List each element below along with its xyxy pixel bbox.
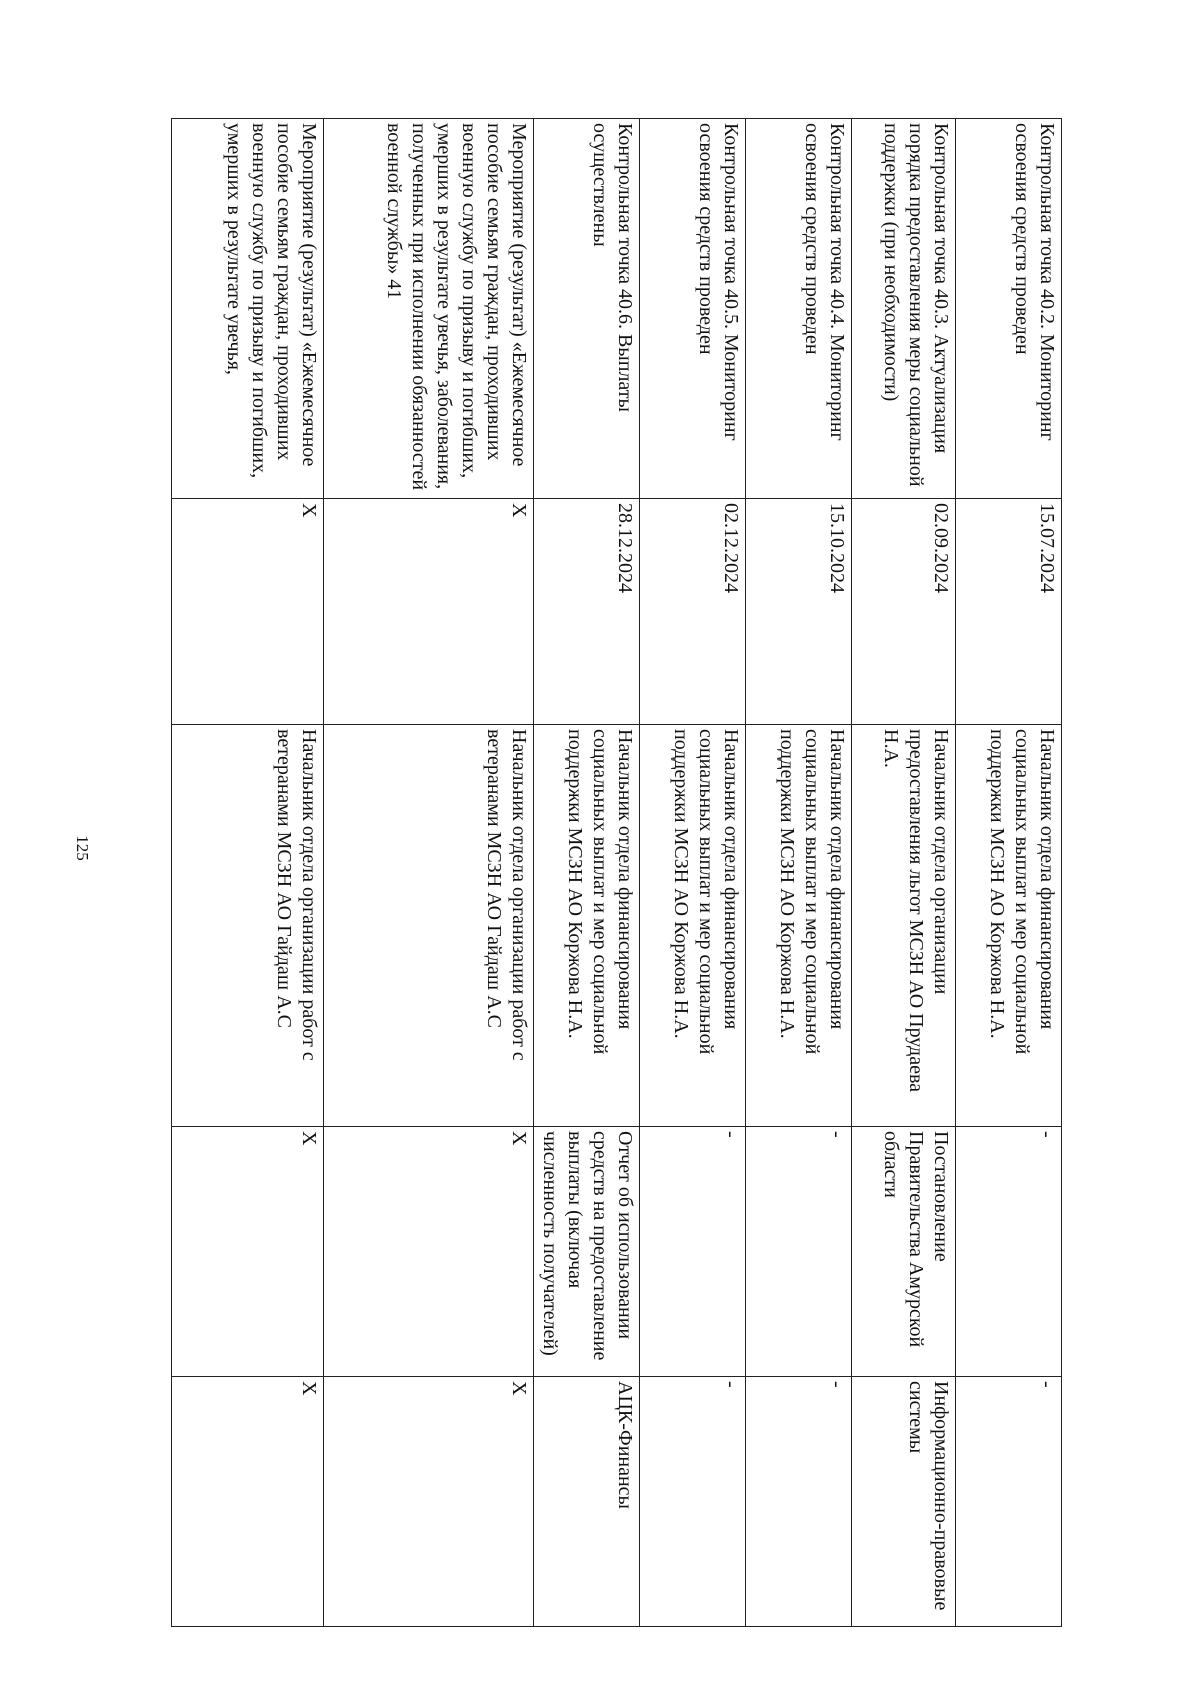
cell-responsible: Начальник отдела организации работ с ветеранами МСЗН АО Гайдаш А.С (324, 725, 534, 1127)
cell-date: 15.07.2024 (956, 499, 1062, 725)
rotated-table-container (172, 118, 1062, 1626)
cell-name: Контрольная точка 40.6. Выплаты осуществлены (534, 119, 640, 499)
cell-date: 15.10.2024 (746, 499, 852, 725)
table-row (324, 119, 534, 1627)
cell-date: 02.12.2024 (640, 499, 746, 725)
table-row (852, 119, 956, 1627)
plan-table (171, 118, 1062, 1627)
cell-name: Мероприятие (результат) «Ежемесячное пособие семьям граждан, проходивших военную службу по призыву и погибших, умерших в результате увечья, (172, 119, 324, 499)
cell-document: - (956, 1127, 1062, 1377)
cell-system: - (640, 1377, 746, 1627)
cell-document: - (746, 1127, 852, 1377)
cell-document: Отчет об использовании средств на предоставление выплаты (включая численность получателей) (534, 1127, 640, 1377)
cell-system: - (746, 1377, 852, 1627)
cell-responsible: Начальник отдела финансирования социальных выплат и мер социальной поддержки МСЗН АО Коржова Н.А. (746, 725, 852, 1127)
cell-name: Контрольная точка 40.5. Мониторинг освоения средств проведен (640, 119, 746, 499)
table-row (640, 119, 746, 1627)
cell-system: X (324, 1377, 534, 1627)
cell-responsible: Начальник отдела финансирования социальных выплат и мер социальной поддержки МСЗН АО Коржова Н.А. (534, 725, 640, 1127)
cell-responsible: Начальник отдела организации работ с ветеранами МСЗН АО Гайдаш А.С (172, 725, 324, 1127)
cell-name: Контрольная точка 40.2. Мониторинг освоения средств проведен (956, 119, 1062, 499)
cell-system: АЦК-Финансы (534, 1377, 640, 1627)
page-number: 125 (73, 835, 92, 861)
cell-responsible: Начальник отдела организации предоставления льгот МСЗН АО Прудаева Н.А. (852, 725, 956, 1127)
cell-document: Постановление Правительства Амурской области (852, 1127, 956, 1377)
cell-system: Информационно-правовые системы (852, 1377, 956, 1627)
cell-name: Контрольная точка 40.3. Актуализация порядка предоставления меры социальной поддержки (при необходимости) (852, 119, 956, 499)
cell-date: X (324, 499, 534, 725)
cell-name: Контрольная точка 40.4. Мониторинг освоения средств проведен (746, 119, 852, 499)
cell-responsible: Начальник отдела финансирования социальных выплат и мер социальной поддержки МСЗН АО Коржова Н.А. (956, 725, 1062, 1127)
cell-system: X (172, 1377, 324, 1627)
table-row (956, 119, 1062, 1627)
table-row (172, 119, 324, 1627)
cell-system: - (956, 1377, 1062, 1627)
table-row (534, 119, 640, 1627)
cell-document: X (324, 1127, 534, 1377)
cell-date: 02.09.2024 (852, 499, 956, 725)
cell-responsible: Начальник отдела финансирования социальных выплат и мер социальной поддержки МСЗН АО Коржова Н.А. (640, 725, 746, 1127)
cell-name: Мероприятие (результат) «Ежемесячное пособие семьям граждан, проходивших военную службу по призыву и погибших, умерших в результате увечья, заболевания, полученных при исполнении обязанностей военной службы» 41 (324, 119, 534, 499)
cell-date: 28.12.2024 (534, 499, 640, 725)
cell-document: X (172, 1127, 324, 1377)
table-row (746, 119, 852, 1627)
cell-document: - (640, 1127, 746, 1377)
cell-date: X (172, 499, 324, 725)
